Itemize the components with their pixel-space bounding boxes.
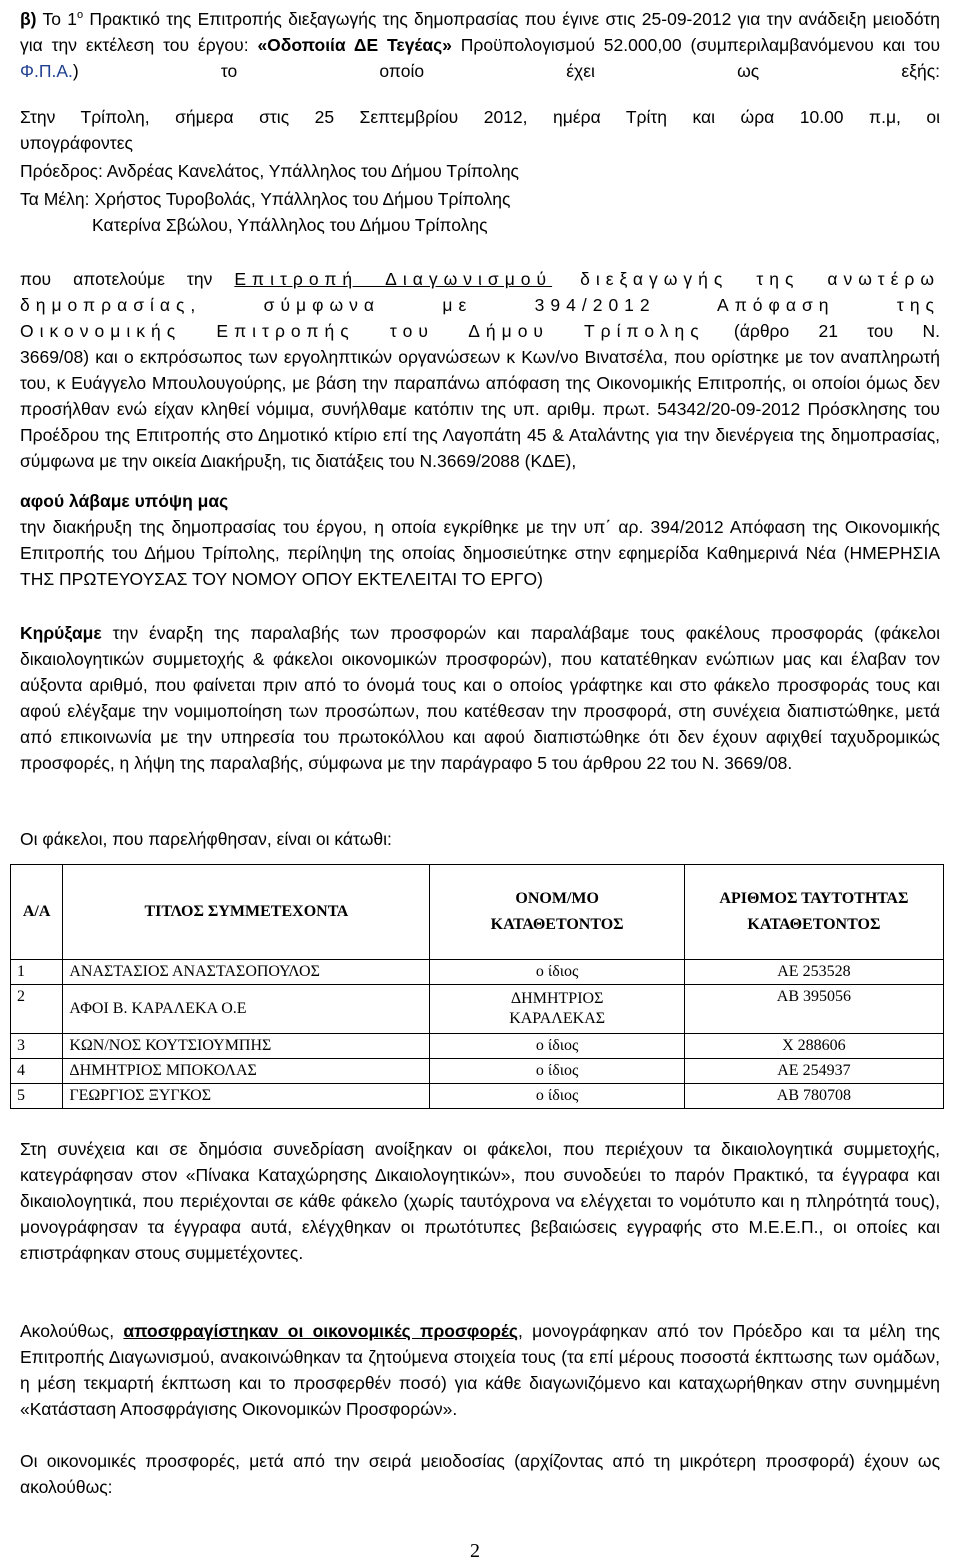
header-aa: Α/Α: [11, 865, 63, 960]
considering-paragraph: την διακήρυξη της δημοπρασίας του έργου, η οποία εγκρίθηκε με την υπ΄ αρ. 394/2012 Απόφαση της Οικονομικής Επιτροπής του Δήμου Τρίπολης, περίληψη της οποίας δημοσιεύτηκε στην εφημερίδα Καθημερινά Νέα (ΗΜΕΡΗΣΙΑ ΤΗΣ ΠΡΩΤΕΥΟΥΣΑΣ ΤΟΥ ΝΟΜΟΥ ΟΠΟΥ ΕΚΤΕΛΕΙΤΑΙ ΤΟ ΕΡΓΟ): [20, 517, 940, 589]
header-depositor: ΟΝΟΜ/ΜΟ ΚΑΤΑΘΕΤΟΝΤΟΣ: [430, 865, 684, 960]
header-id: ΑΡΙΘΜΟΣ ΤΑΥΤΟΤΗΤΑΣ ΚΑΤΑΘΕΤΟΝΤΟΣ: [684, 865, 943, 960]
opened-paragraph: Στη συνέχεια και σε δημόσια συνεδρίαση ανοίξηκαν οι φάκελοι, που περιέχουν τα δικαιολογητικά συμμετοχής, κατεγράφησαν στον «Πίνακα Καταχώρησης Δικαιολογητικών», που συνοδεύει το παρόν Πρακτικό, τα έγγραφα και δικαιολογητικά, που περιέχονται σε κάθε φάκελο (χωρίς ταυτόχρονα να ελέγχεται το νομότυπο και η πληρότητά τους), μονογράφησαν τα έγγραφα αυτά, ελέγχθηκαν οι πρωτότυπες βεβαιώσεις εγγραφής στο Μ.Ε.Ε.Π., οι οποίες και επιστράφηκαν στους συμμετέχοντες.: [20, 1139, 940, 1263]
envelopes-intro: Οι φάκελοι, που παρελήφθησαν, είναι οι κάτωθι:: [20, 829, 392, 849]
table-row: 1 ΑΝΑΣΤΑΣΙΟΣ ΑΝΑΣΤΑΣΟΠΟΥΛΟΣ ο ίδιος ΑΕ 253528: [11, 960, 944, 985]
declared-paragraph: Κηρύξαμε την έναρξη της παραλαβής των προσφορών και παραλάβαμε τους φακέλους προσφοράς (φάκελοι δικαιολογητικών συμμετοχής & φάκελοι οικονομικών προσφορών), που κατατέθηκαν ενώπιων μας και έλαβαν τον αύξοντα αριθμό, που φαίνεται πριν από το όνομά τους και ο οποίος γράφτηκε και στο φάκελο προσφοράς τους και αφού ελέγξαμε την νομιμοποίηση των προσώπων, που κατέθεσαν την προσφορά, στη συνέχεια διαπιστώθηκε, μετά από επικοινωνία με την υπηρεσία του πρωτοκόλλου και αφού διαπιστώθηκε ότι δεν έχουν αφιχθεί ταχυδρομικώς προσφορές, η λήψη της παραλαβής, σύμφωνα με την παράγραφο 5 του άρθρου 22 του Ν. 3669/08.: [20, 623, 940, 773]
committee-member-1: Τα Μέλη: Χρήστος Τυροβολάς, Υπάλληλος του Δήμου Τρίπολης: [20, 189, 511, 209]
page-number: 2: [470, 1540, 480, 1562]
project-name: «Οδοποιία ΔΕ Τεγέας»: [257, 34, 452, 55]
bidders-table: [10, 864, 944, 1109]
committee-line-1: που αποτελούμε την Επιτροπή Διαγωνισμού διεξαγωγής της ανωτέρω: [20, 269, 941, 289]
meeting-line-2: υπογράφοντες: [20, 133, 133, 153]
table-row: 3 ΚΩΝ/ΝΟΣ ΚΟΥΤΣΙΟΥΜΠΗΣ ο ίδιος Χ 288606: [11, 1034, 944, 1059]
header-title: ΤΙΤΛΟΣ ΣΥΜΜΕΤΕΧΟΝΤΑ: [63, 865, 430, 960]
unsealing-paragraph: Ακολούθως, αποσφραγίστηκαν οι οικονομικές προσφορές, μονογράφηκαν από τον Πρόεδρο και τα μέλη της Επιτροπής Διαγωνισμού, ανακοινώθηκαν τα ζητούμενα στοιχεία τους (τα επί μέρους ποσοστά έκπτωσης των ομάδων, η μέση τεκμαρτή έκπτωση και το προσφερθέν ποσό) για κάθε διαγωνιζόμενο και καταχωρήθηκαν στην συνημμένη «Κατάσταση Αποσφράγισης Οικονομικών Προσφορών».: [20, 1321, 940, 1419]
intro-paragraph: β) Το $1^o$ Πρακτικό της Επιτροπής διεξαγωγής της δημοπρασίας που έγινε στις 25-09-2012 για την ανάδειξη μειοδότη για την εκτέλεση του έργου: «Οδοποιία ΔΕ Τεγέας» Προϋπολογισμού 52.000,00 (συμπεριλαμβανόμενου και του Φ.Π.Α.) το οποίο έχει ως εξής:: [20, 8, 941, 81]
committee-president: Πρόεδρος: Ανδρέας Κανελάτος, Υπάλληλος του Δήμου Τρίπολης: [20, 161, 519, 181]
closing-paragraph: Οι οικονομικές προσφορές, μετά από την σειρά μειοδοσίας (αρχίζοντας από τη μικρότερη προσφορά) έχουν ως ακολούθως:: [20, 1451, 940, 1497]
committee-name: Επιτροπή Διαγωνισμού: [234, 269, 553, 289]
table-row: 4 ΔΗΜΗΤΡΙΟΣ ΜΠΟΚΟΛΑΣ ο ίδιος ΑΕ 254937: [11, 1059, 944, 1084]
unsealing-emphasis: αποσφραγίστηκαν οι οικονομικές προσφορές: [123, 1321, 518, 1341]
committee-paragraph: 3669/08) και ο εκπρόσωπος των εργοληπτικών οργανώσεων κ Κων/νο Βινατσέλα, που ορίστηκε με τον αναπληρωτή του, κ Ευάγγελο Μπουλουγούρης, με βάση την παραπάνω απόφαση της Οικονομικής Επιτροπής, οι οποίοι όμως δεν προσήλθαν ενώ είχαν κληθεί νόμιμα, συνήλθαμε κατόπιν της υπ. αριθμ. πρωτ. 54342/20-09-2012 Πρόσκλησης του Προέδρου της Επιτροπής στο Δημοτικό κτίριο επί της Λαγοπάτη 45 & Αταλάντης για την διενέργεια της δημοπρασίας, σύμφωνα με την οικεία Διακήρυξη, τις διατάξεις του Ν.3669/2088 (ΚΔΕ),: [20, 347, 940, 471]
fpa-label: Φ.Π.Α.: [20, 60, 73, 81]
committee-line-2: δημοπρασίας, σύμφωνα με 394/2012 Απόφαση της: [20, 295, 940, 315]
section-label: β): [20, 8, 37, 29]
meeting-line: Στην Τρίπολη, σήμερα στις 25 Σεπτεμβρίου 2012, ημέρα Τρίτη και ώρα 10.00 π.μ, οι: [20, 107, 940, 127]
committee-line-3: Οικονομικής Επιτροπής του Δήμου Τρίπολης (άρθρο 21 του Ν.: [20, 321, 940, 341]
committee-member-2: Κατερίνα Σβώλου, Υπάλληλος του Δήμου Τρίπολης: [92, 215, 488, 235]
table-row: 2 ΑΦΟΙ Β. ΚΑΡΑΛΕΚΑ Ο.Ε ΔΗΜΗΤΡΙΟΣ ΚΑΡΑΛΕΚΑΣ ΑΒ 395056: [11, 985, 944, 1034]
considering-heading: αφού λάβαμε υπόψη μας: [20, 491, 229, 511]
table-header-row: [11, 865, 944, 960]
table-row: 5 ΓΕΩΡΓΙΟΣ ΞΥΓΚΟΣ ο ίδιος ΑΒ 780708: [11, 1084, 944, 1109]
